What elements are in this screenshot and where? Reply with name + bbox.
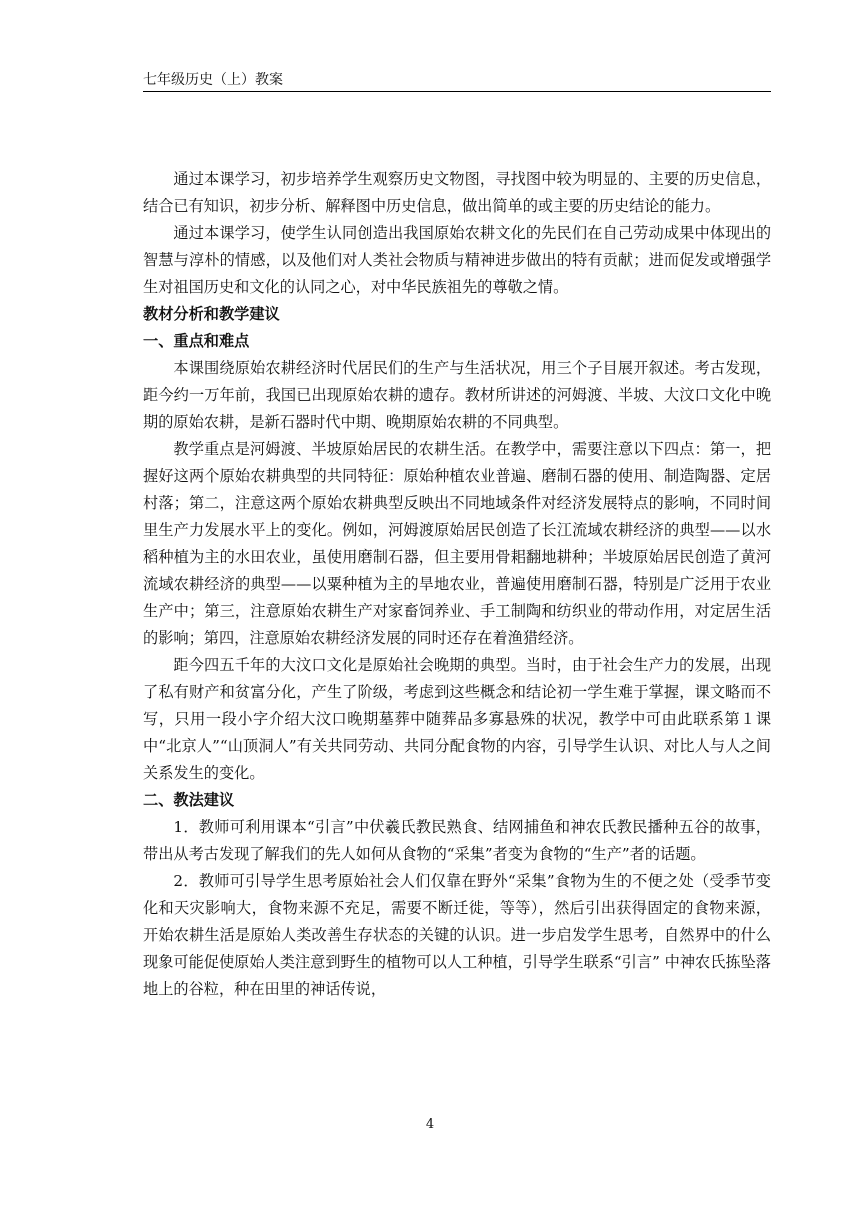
paragraph-objective-ability: 通过本课学习，初步培养学生观察历史文物图，寻找图中较为明显的、主要的历史信息，结合已有知识，初步分析、解释图中历史信息，做出简单的或主要的历史结论的能力。 bbox=[143, 170, 771, 215]
paragraph-dawenkou: 距今四五千年的大汶口文化是原始社会晚期的典型。当时，由于社会生产力的发展，出现了私有财产和贫富分化，产生了阶级，考虑到这些概念和结论初一学生难于掌握，课文略而不写，只用一段小字介绍大汶口晚期墓葬中随葬品多寡悬殊的状况，教学中可由此联系第１课中“北京人”“山顶洞人”有关共同劳动、共同分配食物的内容，引导学生认识、对比人与人之间关系发生的变化。 bbox=[143, 656, 771, 782]
document-body bbox=[143, 166, 771, 1003]
paragraph-method-2: 2．教师可引导学生思考原始社会人们仅靠在野外“采集”食物为生的不便之处（受季节变化和天灾影响大，食物来源不充足，需要不断迁徙，等等），然后引出获得固定的食物来源，开始农耕生活是原始人类改善生存状态的关键的认识。进一步启发学生思考，自然界中的什么现象可能促使原始人类注意到野生的植物可以人工种植，引导学生联系“引言” 中神农氏拣坠落地上的谷粒，种在田里的神话传说， bbox=[143, 872, 771, 998]
page-header bbox=[143, 68, 771, 92]
paragraph-teaching-focus: 教学重点是河姆渡、半坡原始居民的农耕生活。在教学中，需要注意以下四点：第一，把握好这两个原始农耕典型的共同特征：原始种植农业普遍、磨制石器的使用、制造陶器、定居村落；第二，注意这两个原始农耕典型反映出不同地域条件对经济发展特点的影响，不同时间里生产力发展水平上的变化。例如，河姆渡原始居民创造了长江流域农耕经济的典型——以水稻种植为主的水田农业，虽使用磨制石器，但主要用骨耜翻地耕种；半坡原始居民创造了黄河流域农耕经济的典型——以粟种植为主的旱地农业，普遍使用磨制石器，特别是广泛用于农业生产中；第三，注意原始农耕生产对家畜饲养业、手工制陶和纺织业的带动作用，对定居生活的影响；第四，注意原始农耕经济发展的同时还存在着渔猎经济。 bbox=[143, 440, 771, 647]
subheading-methods: 二、教法建议 bbox=[143, 791, 235, 809]
paragraph-method-1: 1．教师可利用课本“引言”中伏羲氏教民熟食、结网捕鱼和神农氏教民播种五谷的故事，带出从考古发现了解我们的先人如何从食物的“采集”者变为食物的“生产”者的话题。 bbox=[143, 818, 771, 863]
subheading-key-points: 一、重点和难点 bbox=[143, 332, 250, 350]
header-rule bbox=[143, 91, 771, 92]
paragraph-objective-emotion: 通过本课学习，使学生认同创造出我国原始农耕文化的先民们在自己劳动成果中体现出的智慧与淳朴的情感，以及他们对人类社会物质与精神进步做出的特有贡献；进而促发或增强学生对祖国历史和文化的认同之心，对中华民族祖先的尊敬之情。 bbox=[143, 224, 771, 296]
paragraph-overview: 本课围绕原始农耕经济时代居民们的生产与生活状况，用三个子目展开叙述。考古发现，距今约一万年前，我国已出现原始农耕的遗存。教材所讲述的河姆渡、半坡、大汶口文化中晚期的原始农耕，是新石器时代中期、晚期原始农耕的不同典型。 bbox=[143, 359, 771, 431]
section-heading-analysis: 教材分析和教学建议 bbox=[143, 305, 280, 323]
header-title: 七年级历史（上）教案 bbox=[143, 72, 283, 88]
page-number: 4 bbox=[425, 1117, 435, 1132]
